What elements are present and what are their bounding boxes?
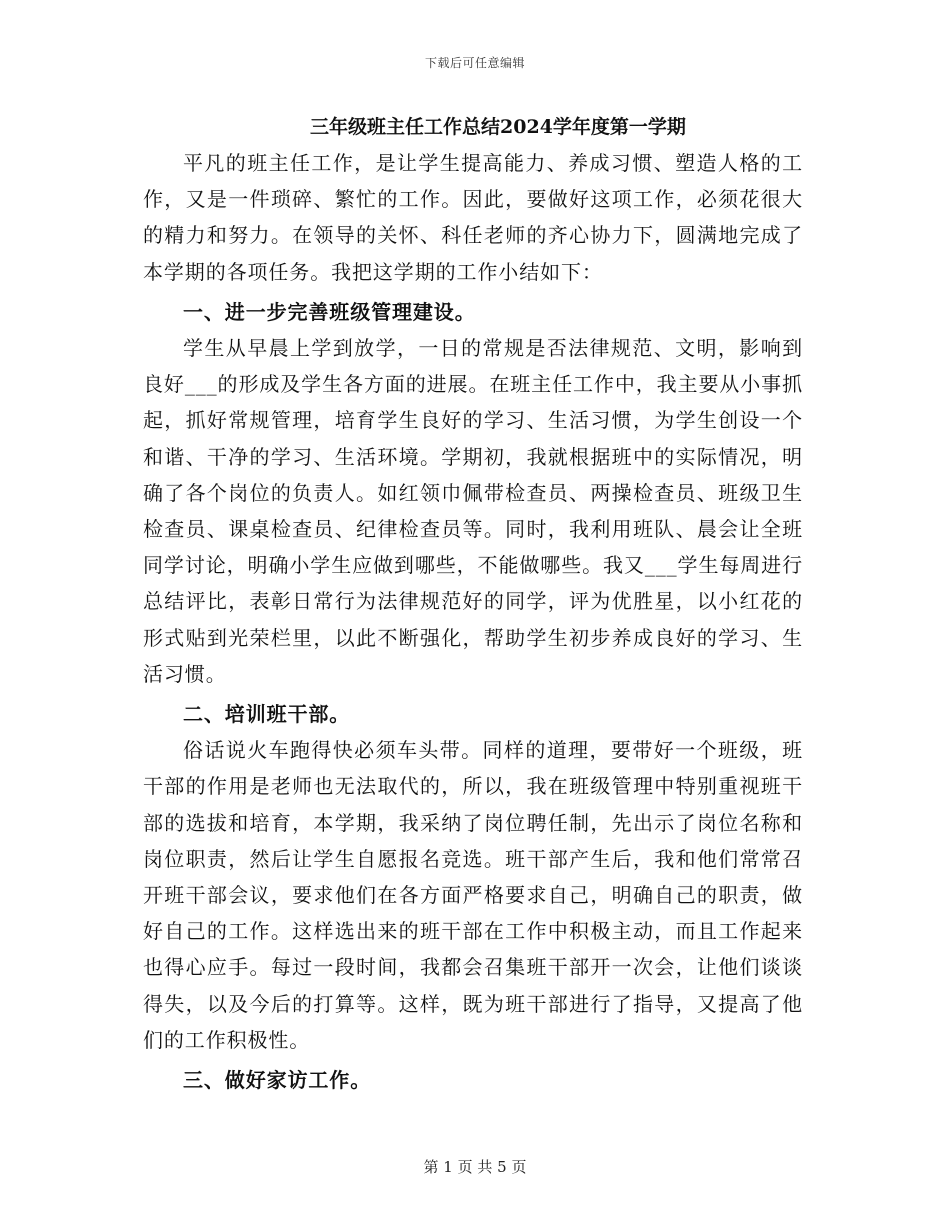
section-heading-1: 一、进一步完善班级管理建设。 (183, 299, 476, 324)
section-heading-2: 二、培训班干部。 (183, 702, 351, 727)
document-title: 三年级班主任工作总结2024学年度第一学期 (310, 116, 686, 138)
section-body-2: 俗话说火车跑得快必须车头带。同样的道理，要带好一个班级，班干部的作用是老师也无法取代的，所以，我在班级管理中特别重视班干部的选拔和培育，本学期，我采纳了岗位聘任制，先出示了岗位名称和岗位职责，然后让学生自愿报名竞选。班干部产生后，我和他们常常召开班干部会议，要求他们在各方面严格要求自己，明确自己的职责，做好自己的工作。这样选出来的班干部在工作中积极主动，而且工作起来也得心应手。每过一段时间，我都会召集班干部开一次会，让他们谈谈得失，以及今后的打算等。这样，既为班干部进行了指导，又提高了他们的工作积极性。 (143, 738, 803, 1052)
page-header-note: 下载后可任意编辑 (424, 56, 525, 70)
section-heading-3: 三、做好家访工作。 (183, 1068, 372, 1093)
section-body-1: 学生从早晨上学到放学，一日的常规是否法律规范、文明，影响到良好___的形成及学生各方面的进展。在班主任工作中，我主要从小事抓起，抓好常规管理，培育学生良好的学习、生活习惯，为学生创设一个和谐、干净的学习、生活环境。学期初，我就根据班中的实际情况，明确了各个岗位的负责人。如红领巾佩带检查员、两操检查员、班级卫生检查员、课桌检查员、纪律检查员等。同时，我利用班队、晨会让全班同学讨论，明确小学生应做到哪些，不能做哪些。我又___学生每周进行总结评比，表彰日常行为法律规范好的同学，评为优胜星，以小红花的形式贴到光荣栏里，以此不断强化，帮助学生初步养成良好的学习、生活习惯。 (143, 336, 803, 686)
page-number-footer: 第 1 页 共 5 页 (423, 1158, 527, 1176)
document-body (143, 112, 803, 1098)
intro-paragraph: 平凡的班主任工作，是让学生提高能力、养成习惯、塑造人格的工作，又是一件琐碎、繁忙的工作。因此，要做好这项工作，必须花很大的精力和努力。在领导的关怀、科任老师的齐心协力下，圆满地完成了本学期的各项任务。我把这学期的工作小结如下： (143, 151, 803, 284)
